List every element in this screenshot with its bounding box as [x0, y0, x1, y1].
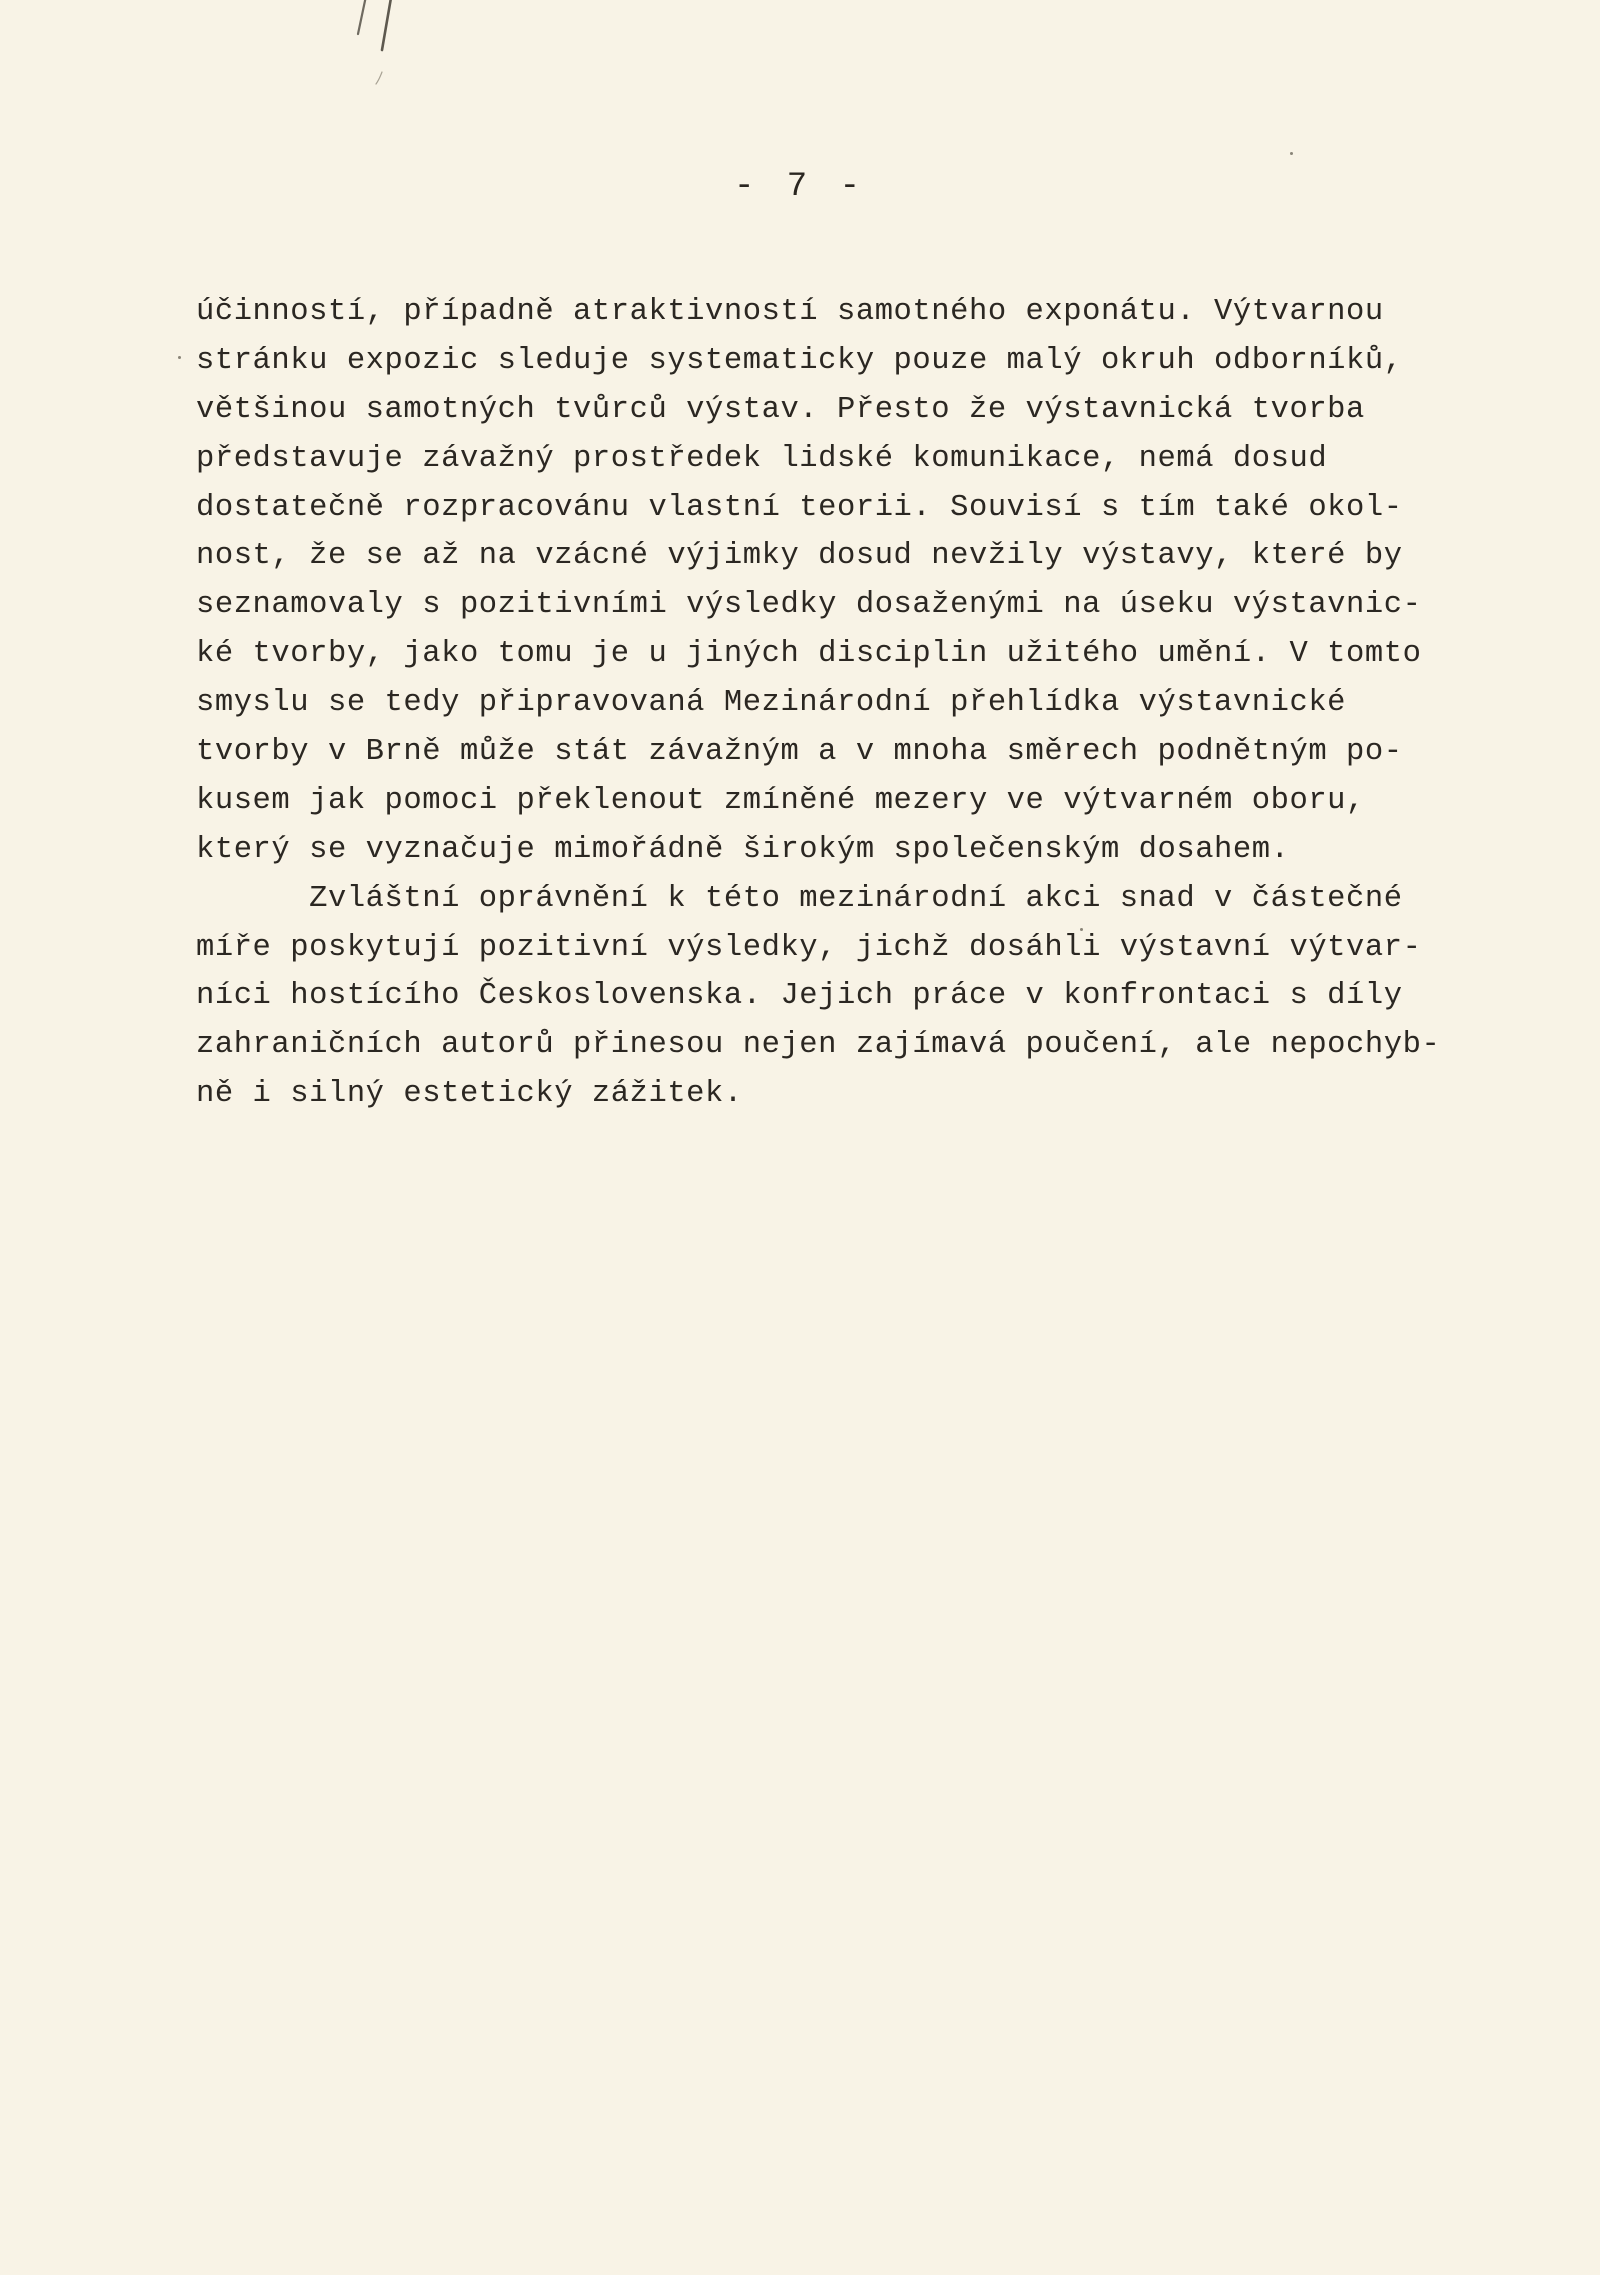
text-line: smyslu se tedy připravovaná Mezinárodní přehlídka výstavnické — [196, 686, 1347, 721]
text-line: stránku expozic sleduje systematicky pouze malý okruh odborníků, — [196, 343, 1403, 378]
text-line: většinou samotných tvůrců výstav. Přesto že výstavnická tvorba — [196, 392, 1365, 427]
text-line: tvorby v Brně může stát závažným a v mnoha směrech podnětným po- — [196, 735, 1403, 770]
text-line: účinností, případně atraktivností samotného exponátu. Výtvarnou — [196, 295, 1384, 329]
text-line: Zvláštní oprávnění k této mezinárodní akci snad v částečné — [196, 881, 1403, 916]
text-line: kusem jak pomoci překlenout zmíněné mezery ve výtvarném oboru, — [196, 783, 1365, 818]
page-number: - 7 - — [733, 168, 867, 206]
paper-speck — [178, 356, 181, 359]
text-line: ké tvorby, jako tomu je u jiných disciplin užitého umění. V tomto — [196, 637, 1422, 672]
text-line: nost, že se až na vzácné výjimky dosud nevžily výstavy, které by — [196, 539, 1403, 574]
paper-speck — [1080, 928, 1083, 931]
text-line: zahraničních autorů přinesou nejen zajímavá poučení, ale nepochyb- — [196, 1028, 1441, 1063]
text-line: představuje závažný prostředek lidské komunikace, nemá dosud — [196, 441, 1328, 476]
text-line: míře poskytují pozitivní výsledky, jichž dosáhli výstavní výtvar- — [196, 930, 1422, 965]
body-text — [196, 288, 1596, 1119]
handwritten-mark-icon — [352, 0, 432, 102]
text-line: seznamovaly s pozitivními výsledky dosaženými na úseku výstavnic- — [196, 588, 1422, 623]
text-line: níci hostícího Československa. Jejich práce v konfrontaci s díly — [196, 979, 1403, 1014]
text-line: ně i silný estetický zážitek. — [196, 1077, 743, 1112]
paper-speck — [1290, 152, 1293, 155]
text-line: který se vyznačuje mimořádně širokým společenským dosahem. — [196, 832, 1290, 867]
text-line: dostatečně rozpracovánu vlastní teorii. Souvisí s tím také okol- — [196, 490, 1403, 525]
